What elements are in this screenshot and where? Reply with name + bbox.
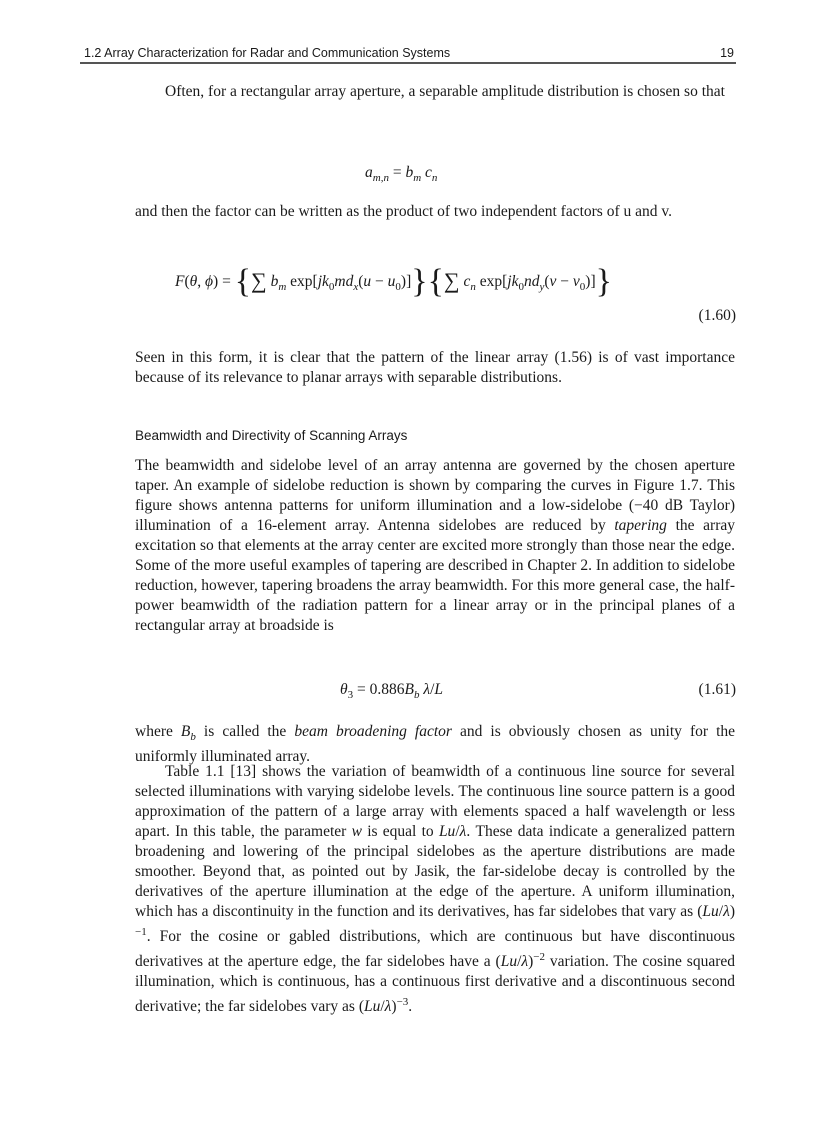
paragraph-6-a: Table 1.1 [13] shows the variation of beamwidth of a continuous line source for several selected illuminations with varying sidelobe levels. The continuous line source pattern is a good approximation of the pattern of a large array with elements spaced a half wavelength or less apart. In this table, the parameter [135,763,735,840]
paragraph-5: where $B_b$ is called the beam broadening factor and is obviously chosen as unity for the uniformly illuminated array. [135,723,735,766]
paragraph-5-b: is called the [195,723,295,740]
paragraph-2: and then the factor can be written as the product of two independent factors of u and v. [135,203,672,220]
equation-1-61: $\theta_3 = 0.886B_b$ λ/L [340,681,443,702]
subheading: Beamwidth and Directivity of Scanning Arrays [135,428,408,443]
emphasis-tapering: tapering [614,517,667,534]
paragraph-6-b: is equal to [361,823,439,840]
paragraph-1: Often, for a rectangular array aperture, a separable amplitude distribution is chosen so that [165,83,725,100]
paragraph-6: Table 1.1 [13] shows the variation of beamwidth of a continuous line source for several selected illuminations with varying sidelobe levels. The continuous line source pattern is a good approximation of the pattern of a large array with elements spaced a half wavelength or less apart. In this table, the parameter w is equal to Lu/λ. These data indicate a generalized pattern broadening and lowering of the principal sidelobes as the aperture distributions are made smoother. Beyond that, as pointed out by Jasik, the far-sidelobe decay is controlled by the derivatives of the aperture illumination at the edge of the aperture. A uniform illumination, which has a discontinuity in the function and its derivatives, has far sidelobes that vary as $(Lu/\lambda)^{-1}$. For the cosine or gabled distributions, which are continuous but have discontinuous derivatives at the aperture edge, the far sidelobes have a $(Lu/\lambda)^{-2}$ variation. The cosine squared illumination, which is continuous, has a continuous first derivative and a discontinuous second derivative; the far sidelobes vary as $(Lu/\lambda)^{-3}$. [135,763,735,1016]
paragraph-6-e: variation. The cosine squared illumination, which is continuous, has a continuous first derivative and a discontinuous second derivative; the far sidelobes vary as [135,953,735,1016]
paragraph-3: Seen in this form, it is clear that the pattern of the linear array (1.56) is of vast importance because of its relevance to planar arrays with separable distributions. [135,349,735,386]
equation-separable: $a_{m,n} = b_m$ $c_n$ [365,164,438,185]
paragraph-6-c: . These data indicate a generalized pattern broadening and lowering of the principal sidelobes as the aperture distributions are made smoother. Beyond that, as pointed out by Jasik, the far-sidelobe decay is controlled by the derivatives of the aperture illumination at the edge of the aperture. A uniform illumination, which has a discontinuity in the function and its derivatives, has far sidelobes that vary as [135,823,735,920]
paragraph-5-c: and is obviously chosen as unity for the uniformly illuminated array. [135,723,735,766]
paragraph-4-a: The beamwidth and sidelobe level of an array antenna are governed by the chosen aperture taper. An example of sidelobe reduction is shown by comparing the curves in Figure 1.7. This figure shows antenna patterns for uniform illumination and a low-sidelobe (−40 dB Taylor) illumination of a 16-element array. Antenna sidelobes are reduced by [135,457,735,534]
paragraph-6-f: . [408,998,413,1016]
paragraph-5-a: where [135,723,181,740]
running-header [80,44,736,64]
paragraph-4-b: the array excitation so that elements at the array center are excited more strongly than those near the edge. Some of the more useful examples of tapering are described in Chapter 2. In addition to sidelobe reduction, however, tapering broadens the array beamwidth. For this more general case, the half-power beamwidth of the radiation pattern for a linear array or in the principal planes of a rectangular array at broadside is [135,517,735,634]
paragraph-6-d: . For the cosine or gabled distributions, which are continuous but have discontinuous derivatives at the aperture edge, the far sidelobes have a [135,928,735,971]
page-number: 19 [720,46,734,60]
section-title: 1.2 Array Characterization for Radar and Communication Systems [84,46,451,60]
equation-number-1-61: (1.61) [698,681,736,698]
equation-1-60: F(θ, ϕ) = {∑ $b_m$ $\exp[jk_0md_x(u - u_0)]\}\{\sum$ $c_n$ $\exp[jk_0nd_y(v - v_0)]$} [175,263,612,300]
paragraph-4 [135,456,735,636]
equation-number-1-60: (1.60) [698,307,736,324]
emphasis-beam-broadening: beam broadening factor [294,723,452,740]
